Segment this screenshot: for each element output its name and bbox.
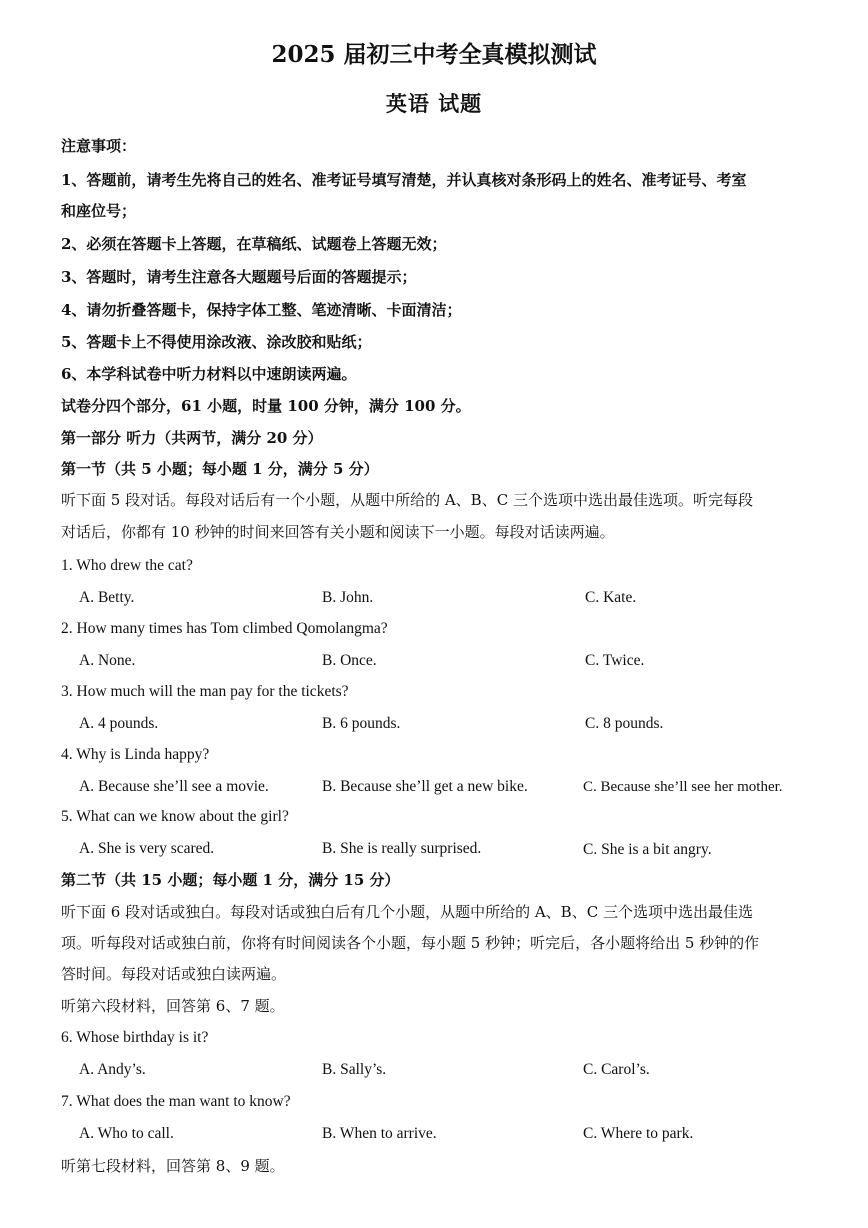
question-7: 7. What does the man want to know?	[61, 1093, 291, 1110]
question-4: 4. Why is Linda happy?	[61, 746, 210, 763]
q5-option-b: B. She is really surprised.	[322, 840, 482, 857]
material-7-note: 听第七段材料，回答第 8、9 题。	[61, 1157, 285, 1175]
note-item-6: 6、本学科试卷中听力材料以中速朗读两遍。	[61, 365, 357, 383]
question-1: 1. Who drew the cat?	[61, 557, 193, 574]
q6-option-c: C. Carol’s.	[583, 1061, 650, 1078]
q3-option-a: A. 4 pounds.	[79, 715, 159, 732]
note-item-3: 3、答题时，请考生注意各大题题号后面的答题提示；	[61, 268, 417, 286]
section1-heading: 第一节（共 5 小题；每小题 1 分，满分 5 分）	[61, 460, 379, 478]
notes-heading: 注意事项：	[61, 137, 137, 155]
q1-option-b: B. John.	[322, 589, 374, 606]
section2-instruction-line-2: 项。听每段对话或独白前，你将有时间阅读各个小题，每小题 5 秒钟；听完后，各小题将给出 5 秒钟的作	[61, 934, 760, 952]
q4-option-b: B. Because she’ll get a new bike.	[322, 778, 528, 795]
section2-instruction-line-3: 答时间。每段对话或独白读两遍。	[61, 965, 287, 983]
q6-option-a: A. Andy’s.	[79, 1061, 146, 1078]
question-6: 6. Whose birthday is it?	[61, 1029, 209, 1046]
exam-subtitle: 英语 试题	[385, 91, 483, 116]
section1-instruction-line-1: 听下面 5 段对话。每段对话后有一个小题，从题中所给的 A、B、C 三个选项中选出最佳选项。听完每段	[61, 491, 753, 509]
exam-title: 2025 届初三中考全真模拟测试	[271, 41, 597, 68]
q1-option-c: C. Kate.	[585, 589, 637, 606]
q1-option-a: A. Betty.	[79, 589, 135, 606]
q6-option-b: B. Sally’s.	[322, 1061, 387, 1078]
material-6-note: 听第六段材料，回答第 6、7 题。	[61, 997, 285, 1015]
note-item-1-line-1: 1、答题前，请考生先将自己的姓名、准考证号填写清楚，并认真核对条形码上的姓名、准考证号、考室	[61, 171, 747, 189]
note-item-5: 5、答题卡上不得使用涂改液、涂改胶和贴纸；	[61, 333, 372, 351]
note-item-1-line-2: 和座位号；	[61, 202, 137, 220]
note-item-4: 4、请勿折叠答题卡，保持字体工整、笔迹清晰、卡面清洁；	[61, 301, 462, 319]
section1-instruction-line-2: 对话后，你都有 10 秒钟的时间来回答有关小题和阅读下一小题。每段对话读两遍。	[61, 523, 615, 541]
exam-summary: 试卷分四个部分，61 小题，时量 100 分钟，满分 100 分。	[61, 397, 471, 415]
q7-option-c: C. Where to park.	[583, 1125, 694, 1142]
note-item-2: 2、必须在答题卡上答题，在草稿纸、试题卷上答题无效；	[61, 235, 447, 253]
q7-option-b: B. When to arrive.	[322, 1125, 437, 1142]
q5-option-a: A. She is very scared.	[79, 840, 215, 857]
q7-option-a: A. Who to call.	[79, 1125, 174, 1142]
q3-option-b: B. 6 pounds.	[322, 715, 401, 732]
section2-heading: 第二节（共 15 小题；每小题 1 分，满分 15 分）	[61, 871, 400, 889]
q5-option-c: C. She is a bit angry.	[583, 841, 712, 858]
q4-option-a: A. Because she’ll see a movie.	[79, 778, 269, 795]
q2-option-c: C. Twice.	[585, 652, 645, 669]
question-2: 2. How many times has Tom climbed Qomolangma?	[61, 620, 388, 637]
q2-option-a: A. None.	[79, 652, 136, 669]
question-5: 5. What can we know about the girl?	[61, 808, 289, 825]
question-3: 3. How much will the man pay for the tickets?	[61, 683, 349, 700]
q3-option-c: C. 8 pounds.	[585, 715, 664, 732]
section2-instruction-line-1: 听下面 6 段对话或独白。每段对话或独白后有几个小题，从题中所给的 A、B、C 三个选项中选出最佳选	[61, 903, 753, 921]
q4-option-c: C. Because she’ll see her mother.	[583, 779, 783, 795]
part1-heading: 第一部分 听力（共两节，满分 20 分）	[61, 429, 323, 447]
q2-option-b: B. Once.	[322, 652, 377, 669]
